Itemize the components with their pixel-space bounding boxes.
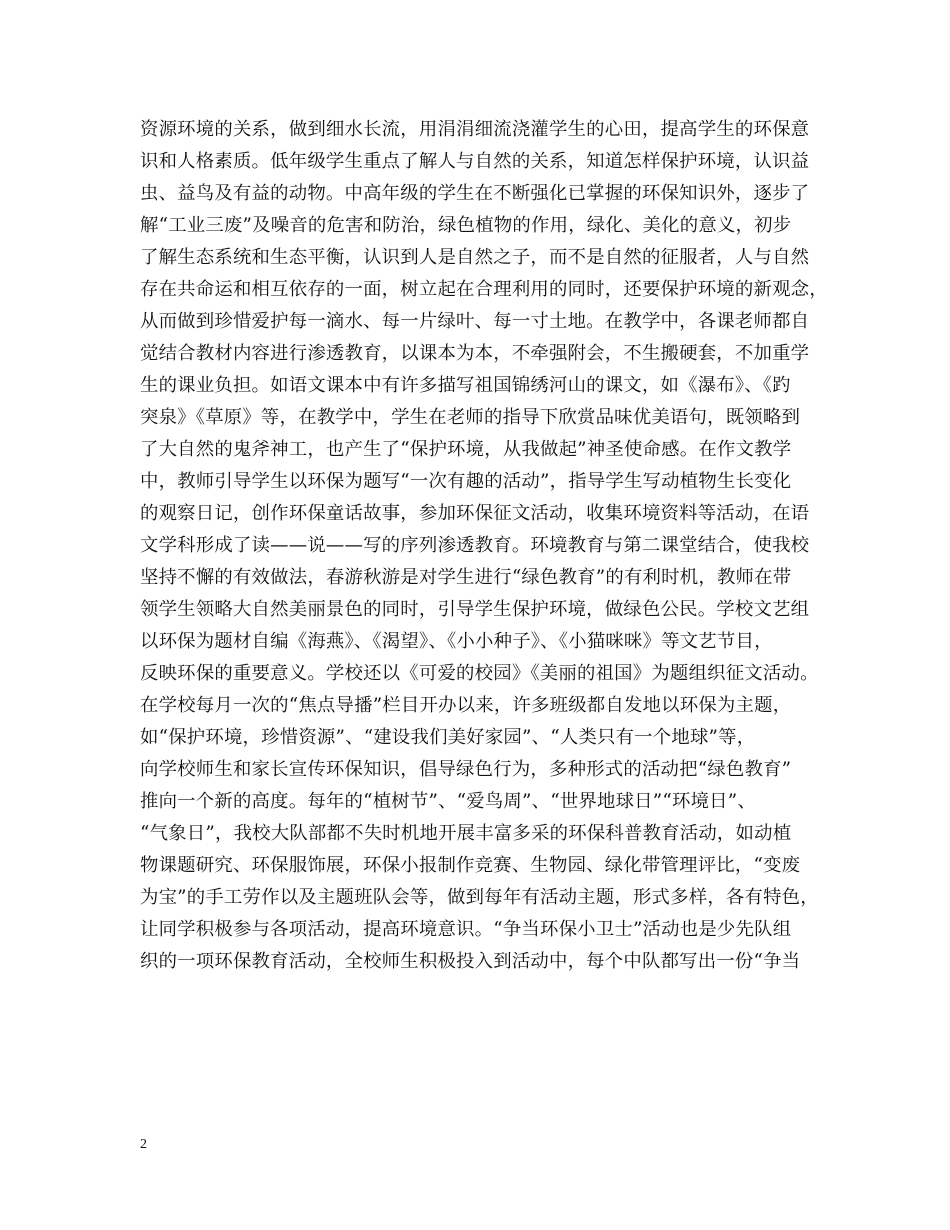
text-line-19: 在学校每月一次的“焦点导播”栏目开办以来，许多班级都自发地以环保为主题， [140, 695, 792, 716]
text-line-13: 的观察日记，创作环保童话故事，参加环保征文活动，收集环境资料等活动，在语 [140, 503, 810, 524]
body-text [140, 114, 828, 978]
text-line-11: 了大自然的鬼斧神工，也产生了“保护环境，从我做起”神圣使命感。在作文教学 [140, 439, 792, 460]
text-line-2: 识和人格素质。低年级学生重点了解人与自然的关系，知道怎样保护环境，认识益 [140, 151, 810, 172]
text-line-1: 资源环境的关系，做到细水长流，用涓涓细流浇灌学生的心田，提高学生的环保意 [140, 119, 810, 140]
text-line-26: 让同学积极参与各项活动，提高环境意识。“争当环保小卫士”活动也是少先队组 [140, 919, 792, 940]
text-line-8: 觉结合教材内容进行渗透教育，以课本为本，不牵强附会，不生搬硬套，不加重学 [140, 343, 810, 364]
text-line-9: 生的课业负担。如语文课本中有许多描写祖国锦绣河山的课文，如《瀑布》、《趵 [140, 375, 791, 396]
text-line-14: 文学科形成了读——说——写的序列渗透教育。环境教育与第二课堂结合，使我校 [140, 535, 810, 556]
text-line-21: 向学校师生和家长宣传环保知识，倡导绿色行为，多种形式的活动把“绿色教育” [140, 759, 792, 780]
text-line-27: 织的一项环保教育活动，全校师生积极投入到活动中，每个中队都写出一份“争当 [140, 951, 801, 972]
text-line-23: “气象日”，我校大队部都不失时机地开展丰富多采的环保科普教育活动，如动植 [140, 823, 792, 844]
text-line-10: 突泉》《草原》等，在教学中，学生在老师的指导下欣赏品味优美语句，既领略到 [140, 407, 801, 428]
text-line-22: 推向一个新的高度。每年的“植树节”、“爱鸟周”、“世界地球日”“环境日”、 [140, 791, 756, 812]
text-line-4: 解“工业三废”及噪音的危害和防治，绿色植物的作用，绿化、美化的意义，初步 [140, 215, 792, 236]
text-line-12: 中，教师引导学生以环保为题写“一次有趣的活动”，指导学生写动植物生长变化 [140, 471, 792, 492]
text-line-18: 反映环保的重要意义。学校还以《可爱的校园》《美丽的祖国》为题组织征文活动。 [140, 663, 819, 684]
text-line-16: 领学生领略大自然美丽景色的同时，引导学生保护环境，做绿色公民。学校文艺组 [140, 599, 810, 620]
text-line-7: 从而做到珍惜爱护每一滴水、每一片绿叶、每一寸土地。在教学中，各课老师都自 [140, 311, 810, 332]
text-line-3: 虫、益鸟及有益的动物。中高年级的学生在不断强化已掌握的环保知识外，逐步了 [140, 183, 810, 204]
text-line-24: 物课题研究、环保服饰展，环保小报制作竞赛、生物园、绿化带管理评比，“变废 [140, 855, 801, 876]
page-number: 2 [140, 1137, 147, 1152]
text-line-5: 了解生态系统和生态平衡，认识到人是自然之子，而不是自然的征服者，人与自然 [140, 247, 810, 268]
text-line-20: 如“保护环境，珍惜资源”、“建设我们美好家园”、“人类只有一个地球”等， [140, 727, 756, 748]
text-line-15: 坚持不懈的有效做法，春游秋游是对学生进行“绿色教育”的有利时机，教师在带 [140, 567, 792, 588]
text-line-17: 以环保为题材自编《海燕》、《渴望》、《小小种子》、《小猫咪咪》等文艺节目， [140, 631, 773, 652]
text-line-6: 存在共命运和相互依存的一面，树立起在合理利用的同时，还要保护环境的新观念， [140, 279, 828, 300]
text-line-25: 为宝”的手工劳作以及主题班队会等，做到每年有活动主题，形式多样，各有特色， [140, 887, 819, 908]
